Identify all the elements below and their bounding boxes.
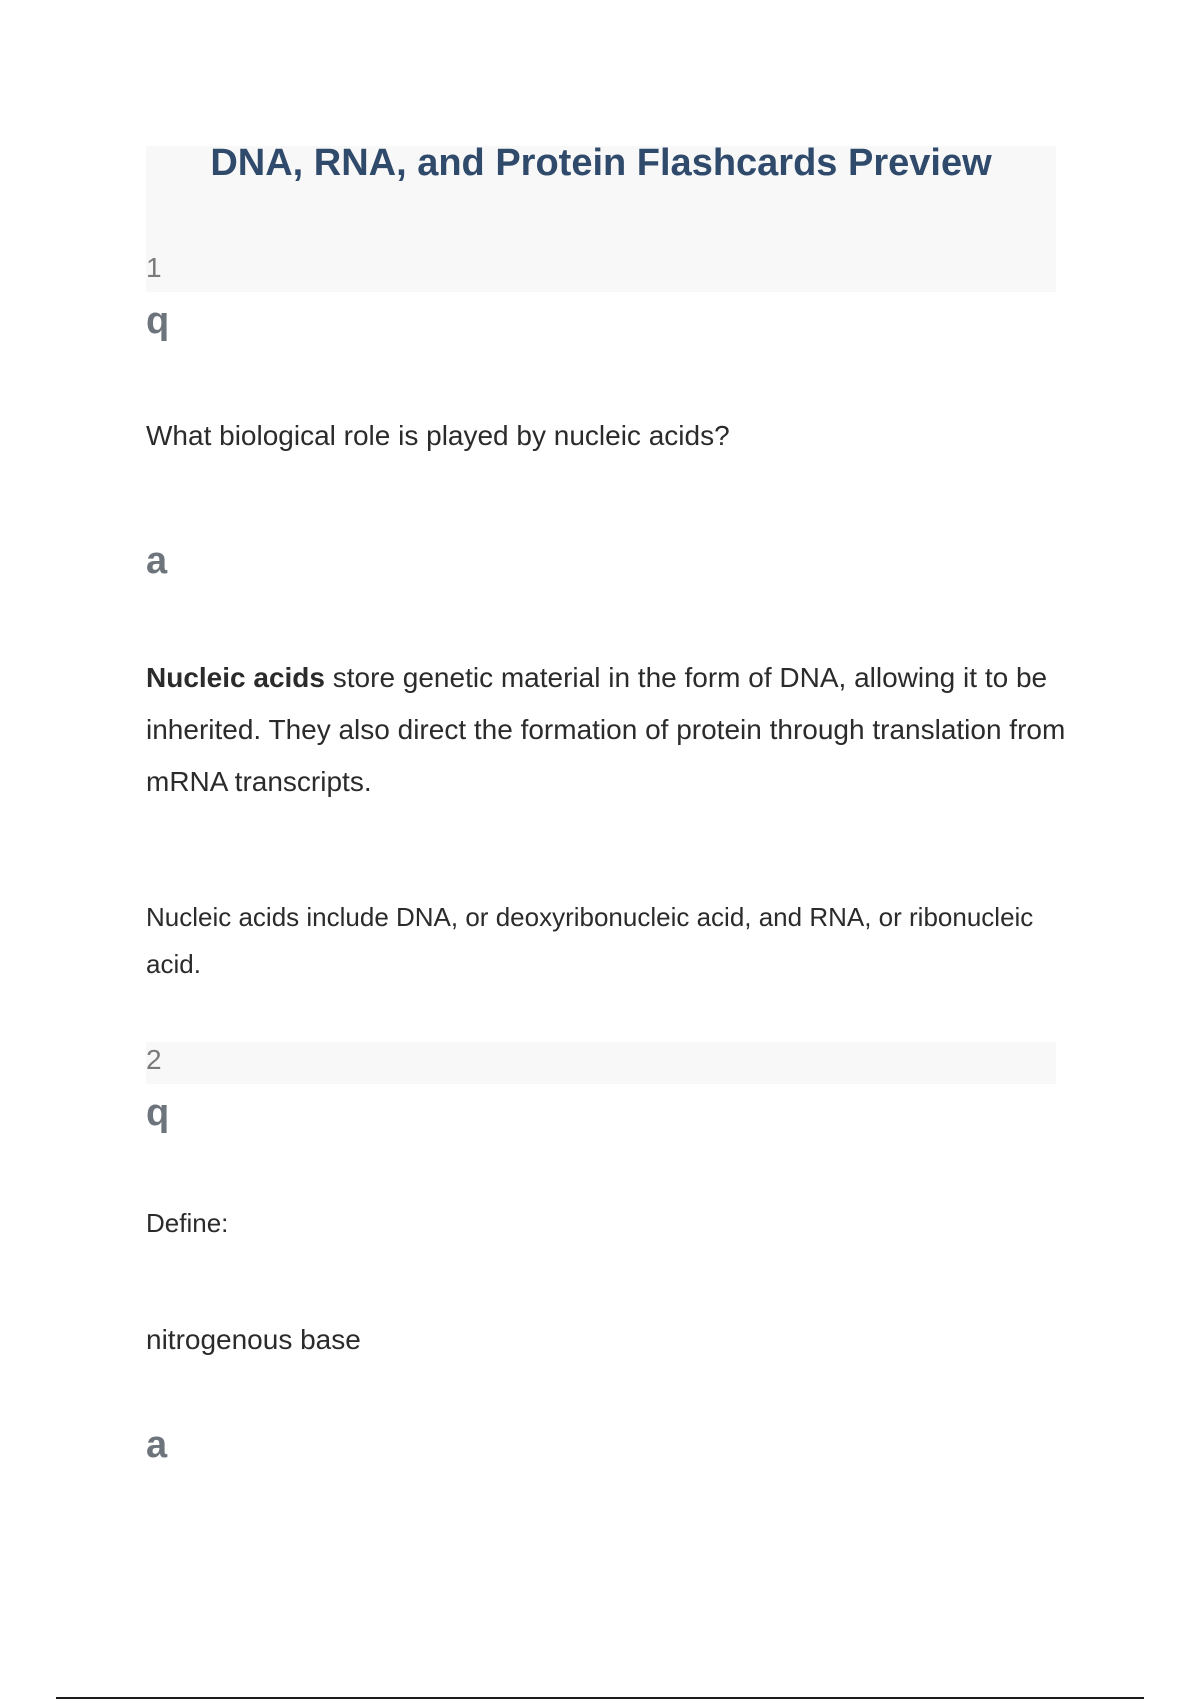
page-title: DNA, RNA, and Protein Flashcards Preview — [210, 142, 992, 184]
answer-term: Nucleic acids — [146, 662, 325, 693]
question-prompt: Define: — [146, 1208, 229, 1238]
answer-label: a — [146, 1424, 168, 1466]
bottom-divider — [56, 1697, 1144, 1699]
card-number: 1 — [146, 252, 162, 283]
answer-label: a — [146, 540, 168, 582]
question-label: q — [146, 1092, 170, 1134]
answer-text — [146, 652, 1066, 808]
question-text: What biological role is played by nucleic acids? — [146, 420, 730, 451]
question-term: nitrogenous base — [146, 1324, 361, 1355]
card-number-band — [146, 1042, 1056, 1084]
question-label: q — [146, 300, 170, 342]
answer-body: store genetic material in the form of DNA, allowing it to be inherited. They also direct the formation of protein through translation from mRNA transcripts. — [146, 662, 1066, 797]
card-number: 2 — [146, 1044, 162, 1075]
answer-note: Nucleic acids include DNA, or deoxyribonucleic acid, and RNA, or ribonucleic acid. — [146, 902, 1034, 979]
